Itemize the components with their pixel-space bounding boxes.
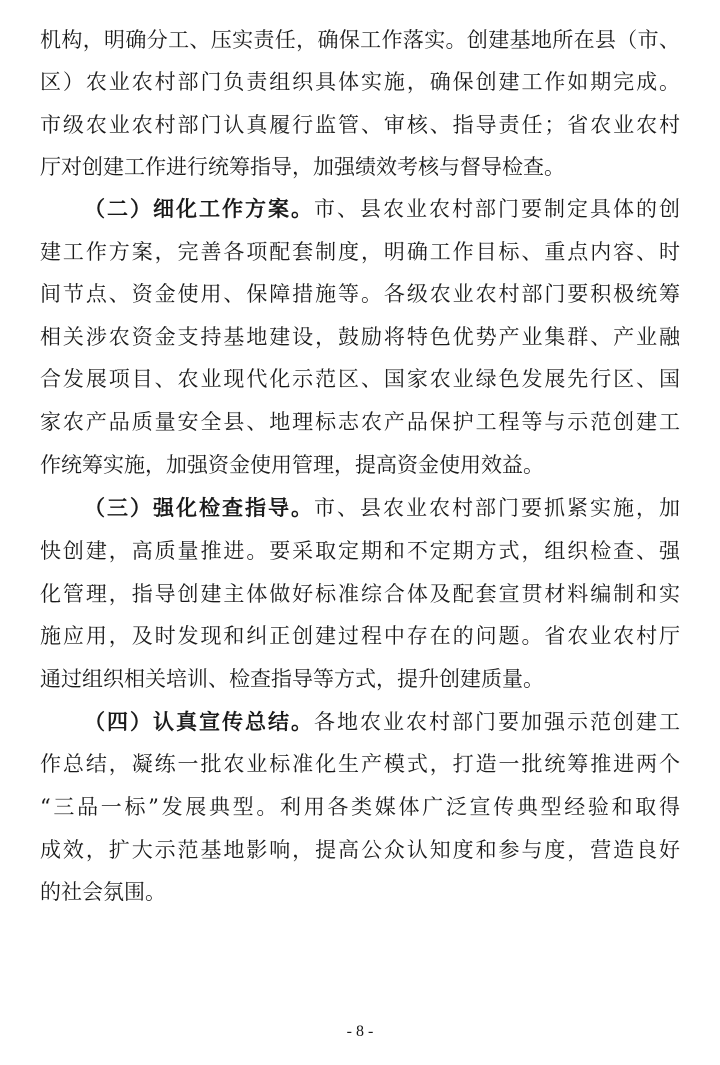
section-heading: （四）认真宣传总结。 bbox=[82, 710, 314, 734]
paragraph-first-line bbox=[40, 702, 680, 742]
paragraph-line: “三品一标”发展典型。利用各类媒体广泛宣传典型经验和取得 bbox=[40, 795, 680, 819]
paragraph-line: 厅对创建工作进行统筹指导，加强绩效考核与督导检查。 bbox=[40, 155, 565, 179]
paragraph-line: 作统筹实施，加强资金使用管理，提高资金使用效益。 bbox=[40, 453, 544, 477]
paragraph-line: 快创建，高质量推进。要采取定期和不定期方式，组织检查、强 bbox=[40, 539, 680, 563]
paragraph-line: 化管理，指导创建主体做好标准综合体及配套宣贯材料编制和实 bbox=[40, 582, 680, 606]
paragraph-line: 通过组织相关培训、检查指导等方式，提升创建质量。 bbox=[40, 667, 544, 691]
paragraph-line: 机构，明确分工、压实责任，确保工作落实。创建基地所在县（市、 bbox=[40, 28, 680, 52]
paragraph-first-line bbox=[40, 189, 680, 229]
page-number: - 8 - bbox=[346, 1023, 374, 1040]
paragraph-line: 建工作方案，完善各项配套制度，明确工作目标、重点内容、时 bbox=[40, 240, 680, 264]
paragraph-line: 成效，扩大示范基地影响，提高公众认知度和参与度，营造良好 bbox=[40, 838, 680, 862]
paragraph-text: 各地农业农村部门要加强示范创建工 bbox=[314, 710, 680, 734]
paragraph-line: 合发展项目、农业现代化示范区、国家农业绿色发展先行区、国 bbox=[40, 367, 680, 391]
paragraph-line: 市级农业农村部门认真履行监管、审核、指导责任；省农业农村 bbox=[40, 113, 680, 137]
paragraph-line: 施应用，及时发现和纠正创建过程中存在的问题。省农业农村厅 bbox=[40, 624, 680, 648]
paragraph-line: 间节点、资金使用、保障措施等。各级农业农村部门要积极统筹 bbox=[40, 282, 680, 306]
paragraph-first-line bbox=[40, 488, 680, 528]
paragraph-line: 相关涉农资金支持基地建设，鼓励将特色优势产业集群、产业融 bbox=[40, 325, 680, 349]
paragraph-line: 区）农业农村部门负责组织具体实施，确保创建工作如期完成。 bbox=[40, 70, 680, 94]
paragraph-text: 市、县农业农村部门要抓紧实施，加 bbox=[314, 496, 680, 520]
paragraph-text: 市、县农业农村部门要制定具体的创 bbox=[314, 197, 680, 221]
paragraph-line: 的社会氛围。 bbox=[40, 880, 166, 904]
section-heading: （二）细化工作方案。 bbox=[82, 197, 314, 221]
section-heading: （三）强化检查指导。 bbox=[82, 496, 314, 520]
paragraph-line: 作总结，凝练一批农业标准化生产模式，打造一批统筹推进两个 bbox=[40, 752, 680, 776]
paragraph-line: 家农产品质量安全县、地理标志农产品保护工程等与示范创建工 bbox=[40, 410, 680, 434]
